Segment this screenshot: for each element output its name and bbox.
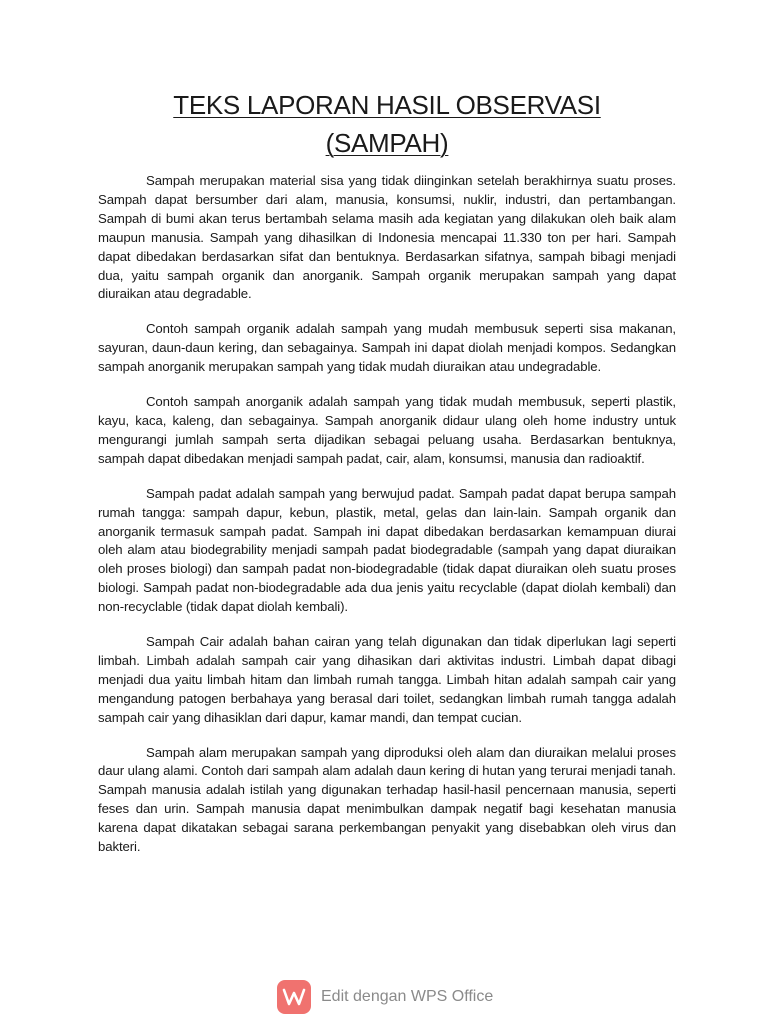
wps-w-glyph-icon xyxy=(282,987,306,1007)
wps-edit-label[interactable]: Edit dengan WPS Office xyxy=(321,988,494,1005)
paragraph-2: Contoh sampah organik adalah sampah yang mudah membusuk seperti sisa makanan, sayuran, daun-daun kering, dan sebagainya. Sampah ini dapat diolah menjadi kompos. Sedangkan sampah anorganik merupakan sampah yang tidak mudah diuraikan atau undegradable. xyxy=(98,321,676,375)
title-line-1: TEKS LAPORAN HASIL OBSERVASI xyxy=(173,90,601,120)
paragraph-4: Sampah padat adalah sampah yang berwujud padat. Sampah padat dapat berupa sampah rumah tangga: sampah dapur, kebun, plastik, metal, gelas dan lain-lain. Sampah organik dan anorganik termasuk sampah padat. Sampah ini dapat dibedakan berdasarkan kemampuan diurai oleh alam atau biodegrability menjadi sampah padat biodegradable (sampah yang dapat diuraikan oleh proses biologi) dan sampah padat non-biodegradable (tidak dapat diuraikan oleh suatu proses biologi. Sampah padat non-biodegradable ada dua jenis yaitu recyclable (dapat diolah kembali) dan non-recyclable (tidak dapat diolah kembali). xyxy=(98,485,676,615)
paragraph-6: Sampah alam merupakan sampah yang diproduksi oleh alam dan diuraikan melalui proses daur ulang alami. Contoh dari sampah alam adalah daun kering di hutan yang terurai menjadi tanah. Sampah manusia adalah istilah yang digunakan terhadap hasil-hasil pencernaan manusia, seperti feses dan urin. Sampah manusia dapat menimbulkan dampak negatif bagi kesehatan manusia karena dapat dikatakan sebagai sarana perkembangan penyakit yang disebabkan oleh virus dan bakteri. xyxy=(98,744,676,855)
document-page xyxy=(98,86,676,873)
paragraph-1: Sampah merupakan material sisa yang tidak diinginkan setelah berakhirnya suatu proses. Sampah dapat bersumber dari alam, manusia, konsumsi, nuklir, industri, dan pertambangan. Sampah di bumi akan terus bertambah selama masih ada kegiatan yang dilakukan oleh baik alam maupun manusia. Sampah yang dihasilkan di Indonesia mencapai 11.330 ton per hari. Sampah dapat dibedakan berdasarkan sifat dan bentuknya. Berdasarkan sifatnya, sampah bibagi menjadi dua, yaitu sampah organik dan anorganik. Sampah organik merupakan sampah yang dapat diuraikan atau degradable. xyxy=(98,173,676,302)
paragraph-5: Sampah Cair adalah bahan cairan yang telah digunakan dan tidak diperlukan lagi seperti limbah. Limbah adalah sampah cair yang dihasikan dari aktivitas industri. Limbah dapat dibagi menjadi dua yaitu limbah hitam dan limbah rumah tangga. Limbah hitan adalah sampah cair yang mengandung patogen berbahaya yang berasal dari toilet, sedangkan limbah rumah tangga adalah sampah cair yang dihasiklan dari dapur, kamar mandi, dan tempat cucian. xyxy=(98,634,676,725)
document-title xyxy=(98,86,676,162)
title-line-2: (SAMPAH) xyxy=(325,128,449,158)
paragraph-3: Contoh sampah anorganik adalah sampah yang tidak mudah membusuk, seperti plastik, kayu, kaca, kaleng, dan sebagainya. Sampah anorganik didaur ulang oleh home industry untuk mengurangi jumlah sampah serta dijadikan sebagai peluang usaha. Berdasarkan bentuknya, sampah dapat dibedakan menjadi sampah padat, cair, alam, konsumsi, manusia dan radioaktif. xyxy=(98,394,676,466)
wps-office-logo-icon xyxy=(277,980,311,1014)
wps-edit-banner[interactable] xyxy=(277,979,493,1015)
